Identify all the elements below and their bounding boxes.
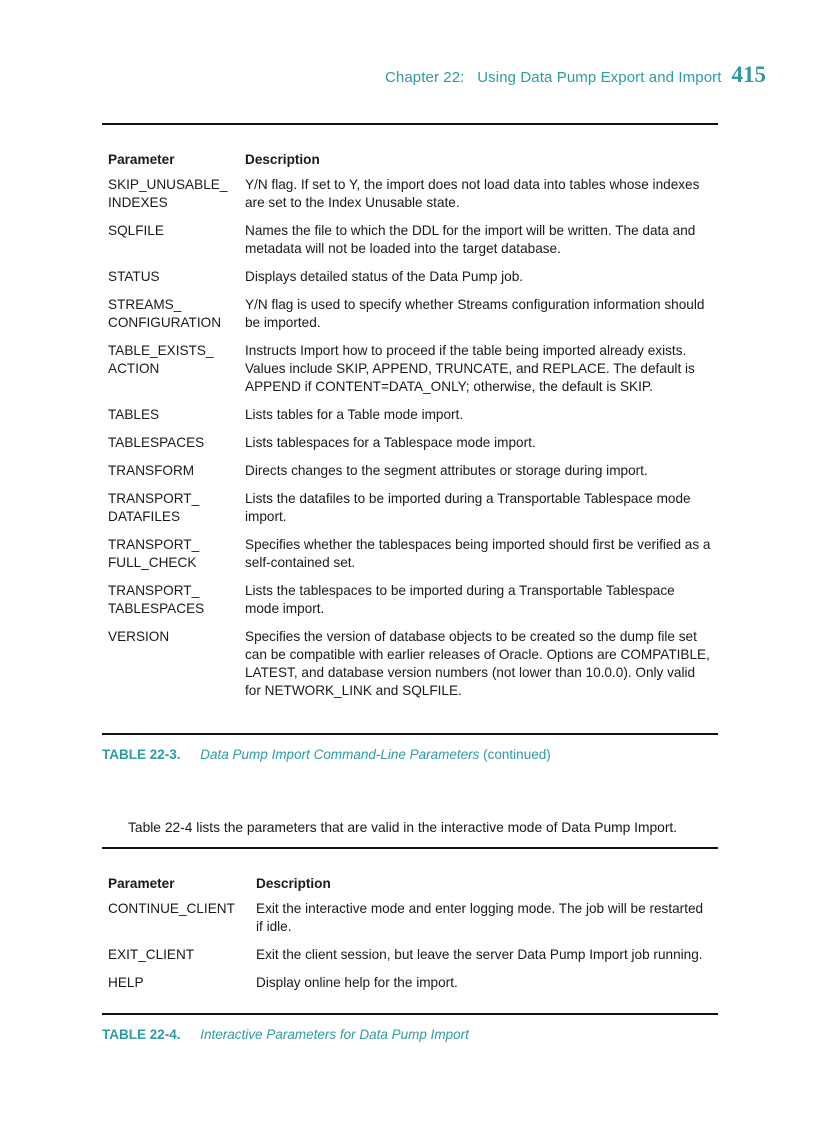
table2-top-rule bbox=[102, 847, 718, 849]
description-cell: Specifies the version of database objects to be created so the dump file set can be compatible with earlier releases of Oracle. Options are COMPATIBLE, LATEST, and database version numbers (not lower than 10.0.0). Only valid for NETWORK_LINK and SQLFILE. bbox=[245, 629, 710, 698]
description-cell: Lists tables for a Table mode import. bbox=[245, 407, 464, 422]
parameter-cell: VERSION bbox=[108, 629, 170, 644]
table2-bottom-rule bbox=[102, 1013, 718, 1015]
page-number: 415 bbox=[731, 62, 766, 87]
table-row bbox=[102, 434, 718, 462]
table-row bbox=[102, 176, 718, 222]
table-row bbox=[102, 222, 718, 268]
table1-caption-suffix: (continued) bbox=[483, 747, 551, 762]
table1-caption bbox=[102, 747, 551, 762]
table-row bbox=[102, 342, 718, 406]
parameter-cell: TABLES bbox=[108, 407, 160, 422]
parameter-cell: SQLFILE bbox=[108, 223, 164, 238]
description-cell: Instructs Import how to proceed if the table being imported already exists. Values include SKIP, APPEND, TRUNCATE, and REPLACE. The default is APPEND if CONTENT=DATA_ONLY; otherwise, the default is SKIP. bbox=[245, 343, 695, 394]
table2-header-row bbox=[102, 875, 718, 900]
table1-header-row bbox=[102, 151, 718, 176]
parameter-cell: CONTINUE_CLIENT bbox=[108, 901, 235, 916]
table1 bbox=[102, 151, 718, 710]
parameter-cell: STREAMS_ CONFIGURATION bbox=[108, 297, 222, 330]
parameter-cell: TRANSFORM bbox=[108, 463, 195, 478]
table2-header-parameter: Parameter bbox=[108, 876, 175, 891]
description-cell: Lists the datafiles to be imported during a Transportable Tablespace mode import. bbox=[245, 491, 691, 524]
table2-header-description: Description bbox=[256, 876, 331, 891]
table-row bbox=[102, 268, 718, 296]
table-row bbox=[102, 296, 718, 342]
table-row bbox=[102, 582, 718, 628]
description-cell: Lists the tablespaces to be imported during a Transportable Tablespace mode import. bbox=[245, 583, 675, 616]
description-cell: Exit the client session, but leave the server Data Pump Import job running. bbox=[256, 947, 703, 962]
table-row bbox=[102, 490, 718, 536]
parameter-cell: TABLE_EXISTS_ ACTION bbox=[108, 343, 214, 376]
chapter-title: Chapter 22: Using Data Pump Export and Import bbox=[384, 69, 722, 86]
table2 bbox=[102, 875, 718, 1002]
table1-caption-title: Data Pump Import Command-Line Parameters bbox=[200, 747, 480, 762]
table-row bbox=[102, 536, 718, 582]
table1-bottom-rule bbox=[102, 733, 718, 735]
table-row bbox=[102, 628, 718, 710]
description-cell: Names the file to which the DDL for the import will be written. The data and metadata will not be loaded into the target database. bbox=[245, 223, 696, 256]
body-paragraph: Table 22-4 lists the parameters that are valid in the interactive mode of Data Pump Import. bbox=[128, 820, 678, 835]
description-cell: Display online help for the import. bbox=[256, 975, 458, 990]
description-cell: Exit the interactive mode and enter logging mode. The job will be restarted if idle. bbox=[256, 901, 704, 934]
parameter-cell: SKIP_UNUSABLE_ INDEXES bbox=[108, 177, 228, 210]
table-row bbox=[102, 406, 718, 434]
description-cell: Y/N flag. If set to Y, the import does not load data into tables whose indexes are set to the Index Unusable state. bbox=[245, 177, 700, 210]
table2-caption-label: TABLE 22-4. bbox=[102, 1027, 181, 1042]
description-cell: Displays detailed status of the Data Pump job. bbox=[245, 269, 524, 284]
parameter-cell: TRANSPORT_ DATAFILES bbox=[108, 491, 200, 524]
table1-top-rule bbox=[102, 123, 718, 125]
parameter-cell: STATUS bbox=[108, 269, 160, 284]
table1-caption-label: TABLE 22-3. bbox=[102, 747, 181, 762]
table-row bbox=[102, 946, 718, 974]
table2-caption bbox=[102, 1027, 469, 1042]
description-cell: Specifies whether the tablespaces being imported should first be verified as a self-contained set. bbox=[245, 537, 711, 570]
parameter-cell: TRANSPORT_ FULL_CHECK bbox=[108, 537, 200, 570]
table-row bbox=[102, 974, 718, 1002]
description-cell: Y/N flag is used to specify whether Streams configuration information should be imported. bbox=[245, 297, 705, 330]
description-cell: Lists tablespaces for a Tablespace mode import. bbox=[245, 435, 536, 450]
description-cell: Directs changes to the segment attributes or storage during import. bbox=[245, 463, 648, 478]
parameter-cell: EXIT_CLIENT bbox=[108, 947, 195, 962]
table-row bbox=[102, 462, 718, 490]
parameter-cell: HELP bbox=[108, 975, 144, 990]
table-row bbox=[102, 900, 718, 946]
table2-caption-title: Interactive Parameters for Data Pump Import bbox=[200, 1027, 469, 1042]
table1-header-parameter: Parameter bbox=[108, 152, 175, 167]
parameter-cell: TABLESPACES bbox=[108, 435, 205, 450]
parameter-cell: TRANSPORT_ TABLESPACES bbox=[108, 583, 205, 616]
table1-header-description: Description bbox=[245, 152, 320, 167]
page-header bbox=[0, 62, 766, 88]
